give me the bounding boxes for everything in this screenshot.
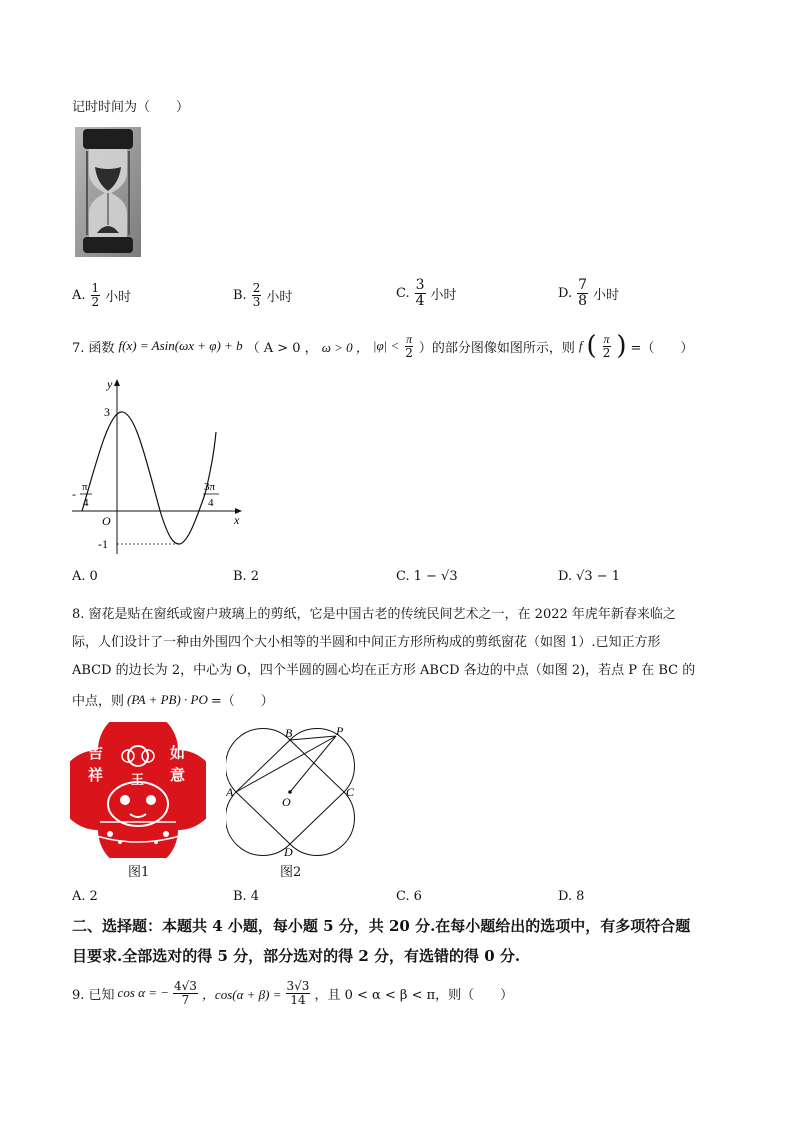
section-2-header-line-1: 二、选择题：本题共 4 小题，每小题 5 分，共 20 分.在每小题给出的选项中，有多项符合题 <box>72 917 691 935</box>
papercut-tiger-icon <box>70 722 206 858</box>
option-letter: A. <box>72 287 86 303</box>
option-unit: 小时 <box>430 287 457 303</box>
fraction: $\frac{7}{8}$ <box>578 277 588 309</box>
semicircle-bottom-right <box>290 792 354 855</box>
papercut-char-yi: 意 <box>170 766 186 784</box>
label-a: A <box>226 785 234 799</box>
left-x-den: 4 <box>83 497 89 509</box>
label-c: C <box>346 785 355 799</box>
q7-formula: f(x) = Asin(ωx + φ) + b <box>118 338 243 354</box>
q8-option-d[interactable]: D. 8 <box>558 889 585 904</box>
q7-graph <box>66 374 250 560</box>
option-unit: 小时 <box>105 289 132 305</box>
q8-line-3: ABCD 的边长为 2，中心为 O，四个半圆的圆心均在正方形 ABCD 各边的中点（如图 2)，若点 P 在 BC 的 <box>72 663 696 678</box>
figure-1-papercut <box>70 722 206 858</box>
right-x-den: 4 <box>208 497 214 509</box>
y-axis-label: y <box>107 377 113 391</box>
q6-option-b[interactable] <box>233 282 292 308</box>
label-d: D <box>284 845 293 859</box>
q7-option-c[interactable]: C. 1 − √3 <box>396 569 458 584</box>
q8-line-1: 8. 窗花是贴在窗纸或窗户玻璃上的剪纸，它是中国古老的传统民间艺术之一，在 2022 年虎年新春来临之 <box>72 607 676 622</box>
pi-over-2-arg: $\frac{\pi}{2}$ <box>602 332 611 360</box>
q8-option-c[interactable]: C. 6 <box>396 889 422 904</box>
y-max-label: 3 <box>104 405 110 419</box>
segment-po <box>290 736 336 792</box>
q8-line-2: 际，人们设计了一种由外围四个大小相等的半圆和中间正方形所构成的剪纸窗花（如图 1）.已知正方形 <box>72 635 661 650</box>
hourglass-image <box>75 127 141 257</box>
left-x-sign: - <box>72 487 76 501</box>
pi-over-2: $\frac{\pi}{2}$ <box>405 332 413 360</box>
q6-option-c[interactable] <box>396 278 457 308</box>
label-b: B <box>285 726 293 740</box>
fraction-4root3-over-7: $\frac{4√3}{7}$ <box>174 979 197 1007</box>
fraction: $\frac{1}{2}$ <box>91 281 100 309</box>
center-point <box>288 790 292 794</box>
q9-stem: 9. 已知 cos α = − $\frac{4√3}{7}$ ，cos(α + β) = $\frac{3√3}{14}$ ，且 0 < α < β < π，则（ ） <box>72 979 514 1007</box>
papercut-char-ru: 如 <box>170 744 186 762</box>
y-axis-arrow <box>114 379 120 386</box>
x-axis-label: x <box>234 513 240 527</box>
semicircle-bottom-left <box>226 792 290 855</box>
papercut-char-xiang: 祥 <box>88 766 104 784</box>
figure-2-geometry <box>226 724 366 860</box>
q7-option-d[interactable]: D. √3 − 1 <box>558 569 621 584</box>
label-o: O <box>282 795 291 809</box>
q7-option-b[interactable]: B. 2 <box>233 569 259 584</box>
figure-1-caption: 图1 <box>128 865 150 880</box>
fraction-3root3-over-14: $\frac{3√3}{14}$ <box>286 979 310 1007</box>
label-p: P <box>336 724 344 738</box>
section-2-header-line-2: 目要求.全部选对的得 5 分，部分选对的得 2 分，有选错的得 0 分. <box>72 947 521 965</box>
semicircle-top-left <box>226 729 290 792</box>
fraction: $\frac{2}{3}$ <box>252 281 261 309</box>
option-unit: 小时 <box>593 287 620 303</box>
q6-stem-tail: 记时时间为（ ） <box>72 100 190 115</box>
figure-2-caption: 图2 <box>280 865 302 880</box>
vector-expression: (PA + PB) · PO <box>127 691 208 707</box>
option-letter: B. <box>233 287 247 303</box>
semicircle-top-right <box>290 729 354 792</box>
option-letter: D. <box>558 285 573 301</box>
hourglass-icon <box>75 127 141 257</box>
option-letter: C. <box>396 285 410 301</box>
q6-option-a[interactable] <box>72 282 131 308</box>
q8-option-b[interactable]: B. 4 <box>233 889 259 904</box>
papercut-char-wang: 王 <box>131 773 145 788</box>
right-x-num: 3π <box>204 481 216 493</box>
origin-label: O <box>102 514 111 528</box>
q8-line-4: 中点，则 (PA + PB) · PO =（ ） <box>72 691 274 709</box>
left-x-num: π <box>82 481 88 493</box>
q7-option-a[interactable]: A. 0 <box>72 569 98 584</box>
q7-stem: 7. 函数 f(x) = Asin(ωx + φ) + b （ A > 0 ， ω > 0 ， |φ| < $\frac{\pi}{2}$ ）的部分图像如图所示，则 f ( $\frac{\pi}{2}$ ) =（ ） <box>72 331 694 362</box>
fraction: $\frac{3}{4}$ <box>415 277 425 309</box>
q8-option-a[interactable]: A. 2 <box>72 889 98 904</box>
q6-option-d[interactable] <box>558 278 619 308</box>
papercut-char-ji: 吉 <box>88 744 104 762</box>
y-min-label: -1 <box>98 537 108 551</box>
option-unit: 小时 <box>266 289 293 305</box>
